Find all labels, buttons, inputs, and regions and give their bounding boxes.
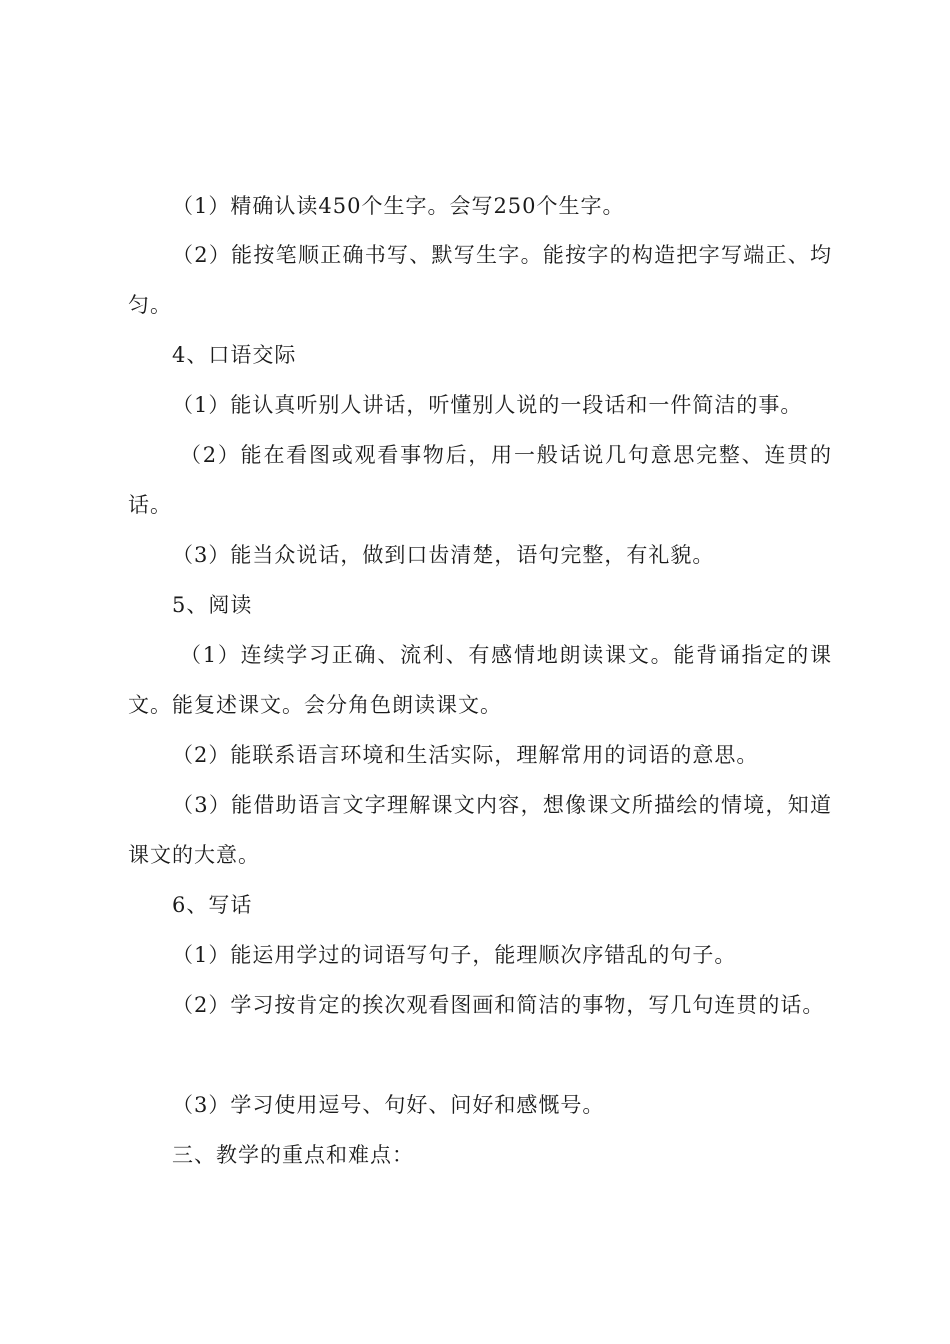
paragraph-line: （1）能运用学过的词语写句子，能理顺次序错乱的句子。 (172, 943, 737, 967)
paragraph-line: （3）能当众说话，做到口齿清楚，语句完整，有礼貌。 (172, 543, 715, 567)
section-heading: 三、教学的重点和难点： (172, 1143, 414, 1167)
paragraph-line: （1）精确认读450个生字。会写250个生字。 (172, 194, 625, 218)
paragraph-line: 话。 (128, 493, 172, 517)
paragraph-line: （2）能联系语言环境和生活实际，理解常用的词语的意思。 (172, 743, 759, 767)
section-heading: 5、阅读 (172, 593, 253, 617)
section-heading: 6、写话 (172, 893, 253, 917)
paragraph-line: 匀。 (128, 293, 172, 317)
paragraph-line: （3）学习使用逗号、句好、问好和感慨号。 (172, 1093, 605, 1117)
paragraph-line: （1）连续学习正确、流利、有感情地朗读课文。能背诵指定的课 (180, 643, 832, 667)
paragraph-line: （3）能借助语言文字理解课文内容，想像课文所描绘的情境，知道 (172, 793, 832, 817)
section-heading: 4、口语交际 (172, 343, 297, 367)
paragraph-line: 文。能复述课文。会分角色朗读课文。 (128, 693, 502, 717)
paragraph-line: （1）能认真听别人讲话，听懂别人说的一段话和一件简洁的事。 (172, 393, 803, 417)
paragraph-line: （2）能按笔顺正确书写、默写生字。能按字的构造把字写端正、均 (172, 243, 832, 267)
paragraph-line: （2）学习按肯定的挨次观看图画和简洁的事物，写几句连贯的话。 (172, 993, 825, 1017)
paragraph-line: （2）能在看图或观看事物后，用一般话说几句意思完整、连贯的 (180, 443, 832, 467)
paragraph-line: 课文的大意。 (128, 843, 260, 867)
